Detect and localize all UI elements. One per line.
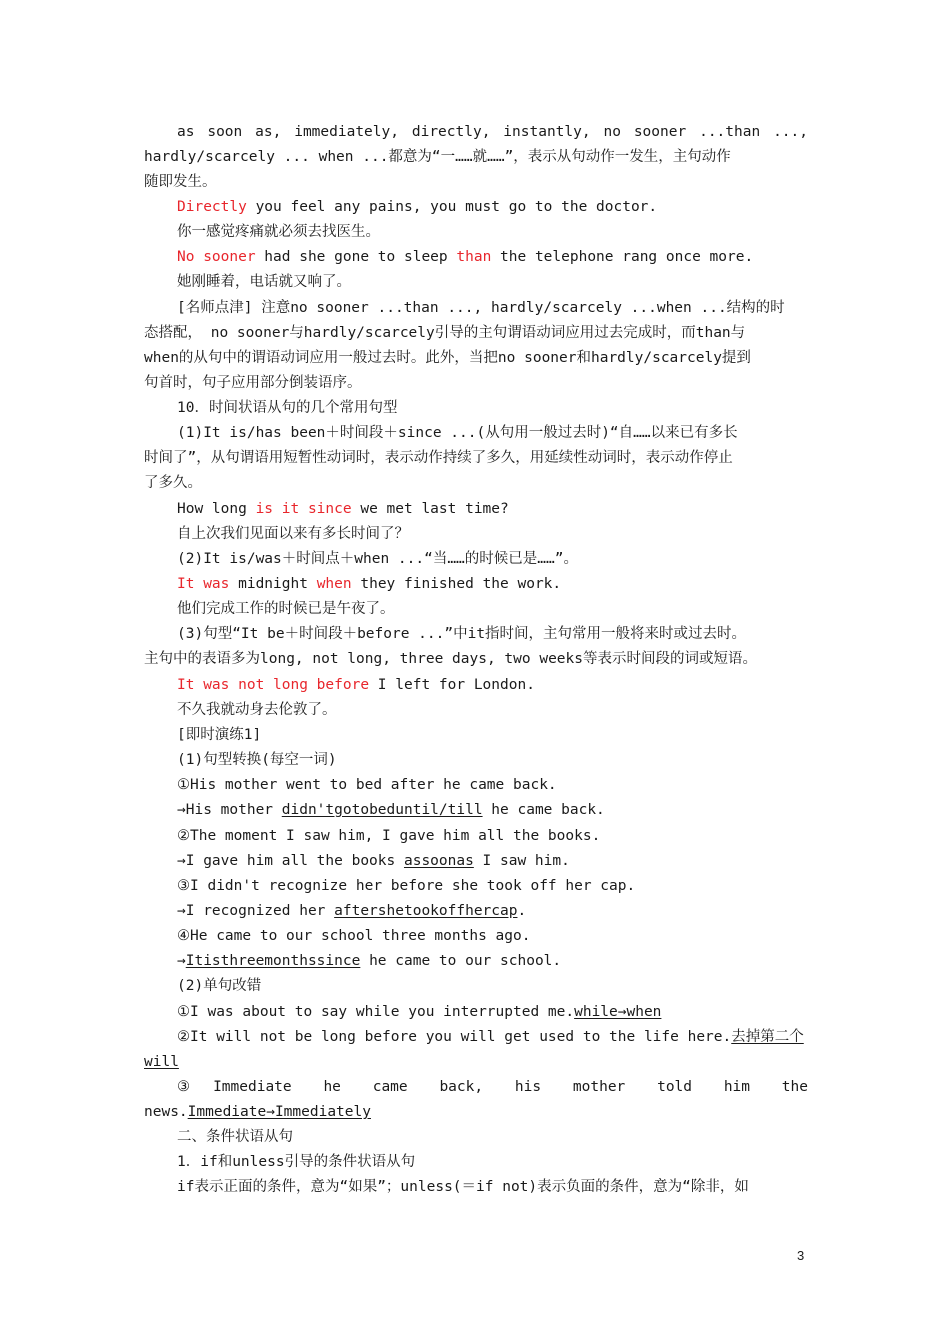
text: we met last time? <box>351 501 509 517</box>
example-sentence <box>177 195 808 220</box>
answer-blank: didn'tgotobeduntil/till <box>281 802 483 818</box>
text: I left for London. <box>369 677 535 693</box>
exercise-subheading: (1)句型转换(每空一词) <box>177 752 337 768</box>
highlight: It was not long before <box>177 677 370 693</box>
exercise-item: ③Immediate he came back, his mother told him the <box>177 1079 808 1095</box>
highlight: Directly <box>177 199 247 215</box>
text-line: if表示正面的条件，意为“如果”；unless(＝if not)表示负面的条件，意为“除非，如 <box>177 1179 749 1195</box>
text-line: hardly/scarcely ... when ...都意为“一……就……”，表示从句动作一发生，主句动作 <box>144 149 731 165</box>
text: →His mother <box>177 802 282 818</box>
exercise-answer <box>177 798 808 823</box>
highlight: It was <box>177 576 230 592</box>
example-sentence <box>177 245 808 270</box>
exercise-item <box>177 1025 808 1050</box>
translation: 她刚睡着，电话就又响了。 <box>177 274 351 290</box>
text: → <box>177 953 186 969</box>
highlight: is it since <box>255 501 352 517</box>
exercise-answer <box>177 849 808 874</box>
section-heading: 10．时间状语从句的几个常用句型 <box>177 400 398 416</box>
text: ②It will not be long before you will get used to the life here. <box>177 1029 732 1045</box>
example-sentence <box>177 497 808 522</box>
text-line: when的从句中的谓语动词应用一般过去时。此外，当把no sooner和hardly/scarcely提到 <box>144 350 751 366</box>
text: had she gone to sleep <box>255 249 457 265</box>
text-line: 时间了”，从句谓语用短暂性动词时，表示动作持续了多久，用延续性动词时，表示动作停止 <box>144 450 733 466</box>
translation: 不久我就动身去伦敦了。 <box>177 702 337 718</box>
tip-line: [名师点津] 注意no sooner ...than ..., hardly/scarcely ...when ...结构的时 <box>177 300 785 316</box>
text: you feel any pains, you must go to the doctor. <box>246 199 658 215</box>
text: How long <box>177 501 256 517</box>
answer-blank: while→when <box>574 1004 662 1020</box>
answer-blank: Immediate→Immediately <box>187 1104 371 1120</box>
text: I saw him. <box>473 853 570 869</box>
answer-blank: will <box>144 1054 179 1070</box>
text: he came back. <box>482 802 605 818</box>
answer-blank: Itisthreemonthssince <box>185 953 361 969</box>
exercise-answer <box>177 899 808 924</box>
text-line: (1)It is/has been＋时间段＋since ...(从句用一般过去时)“自……以来已有多长 <box>177 425 738 441</box>
exercise-item: ③I didn't recognize her before she took off her cap. <box>177 878 636 894</box>
exercise-item <box>177 1000 808 1025</box>
text: the telephone rang once more. <box>491 249 754 265</box>
exercise-item: ①His mother went to bed after he came back. <box>177 777 557 793</box>
text-line: 了多久。 <box>144 475 202 491</box>
text: midnight <box>229 576 317 592</box>
example-sentence <box>177 673 808 698</box>
exercise-item: ④He came to our school three months ago. <box>177 928 531 944</box>
text: they finished the work. <box>351 576 562 592</box>
text: →I gave him all the books <box>177 853 404 869</box>
text-line: as soon as, immediately, directly, instantly, no sooner ...than ..., <box>177 124 808 140</box>
exercise-item: ②The moment I saw him, I gave him all the books. <box>177 828 601 844</box>
section-heading: 1．if和unless引导的条件状语从句 <box>177 1154 416 1170</box>
translation: 他们完成工作的时候已是午夜了。 <box>177 601 395 617</box>
text-line: (2)It is/was＋时间点＋when ...“当……的时候已是……”。 <box>177 551 578 567</box>
text-line: 主句中的表语多为long, not long, three days, two weeks等表示时间段的词或短语。 <box>144 651 757 667</box>
section-heading: 二、条件状语从句 <box>177 1129 293 1145</box>
highlight: than <box>456 249 492 265</box>
text: ①I was about to say while you interrupted me. <box>177 1004 575 1020</box>
text-line: 随即发生。 <box>144 174 217 190</box>
exercise-item <box>144 1050 808 1075</box>
translation: 自上次我们见面以来有多长时间了？ <box>177 526 409 542</box>
text: he came to our school. <box>360 953 562 969</box>
highlight: No sooner <box>177 249 256 265</box>
exercise-heading: [即时演练1] <box>177 727 262 743</box>
text: →I recognized her <box>177 903 335 919</box>
exercise-subheading: (2)单句改错 <box>177 978 262 994</box>
text: news. <box>144 1104 188 1120</box>
highlight: when <box>316 576 352 592</box>
text-line: (3)句型“It be＋时间段＋before ...”中it指时间，主句常用一般将来时或过去时。 <box>177 626 747 642</box>
text-line: 态搭配， no sooner与hardly/scarcely引导的主句谓语动词应用过去完成时，而than与 <box>144 325 746 341</box>
answer-blank: aftershetookoffhercap <box>334 903 518 919</box>
example-sentence <box>177 572 808 597</box>
answer-blank: assoonas <box>403 853 474 869</box>
answer-blank: 去掉第二个 <box>731 1029 804 1045</box>
page-number: 3 <box>797 1248 805 1263</box>
translation: 你一感觉疼痛就必须去找医生。 <box>177 224 380 240</box>
text-line: 句首时，句子应用部分倒装语序。 <box>144 375 362 391</box>
exercise-item <box>144 1100 808 1125</box>
text: . <box>517 903 527 919</box>
exercise-answer <box>177 949 808 974</box>
